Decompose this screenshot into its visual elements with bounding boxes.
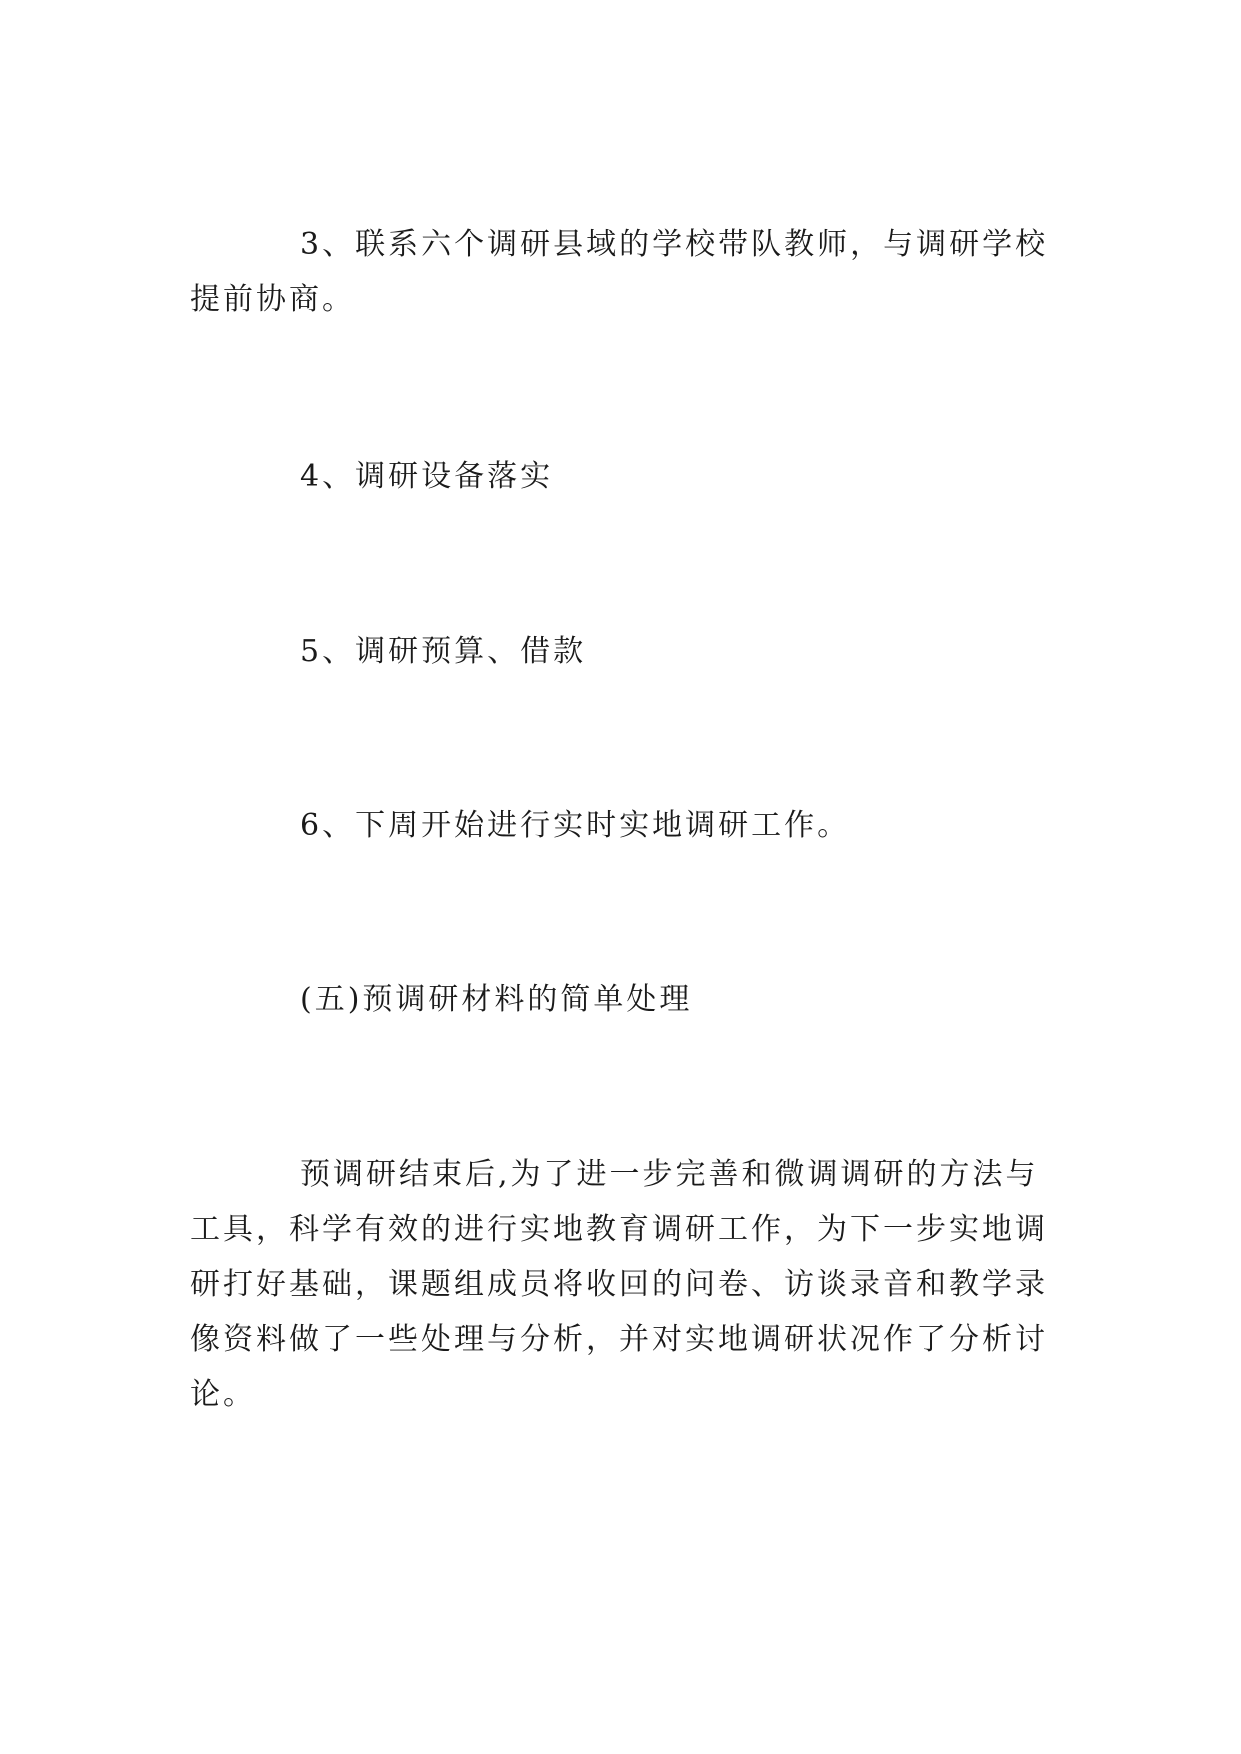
paragraph-item-6: 6、下周开始进行实时实地调研工作。 bbox=[300, 808, 851, 843]
body-paragraph: 预调研结束后,为了进一步完善和微调调研的方法与工具，科学有效的进行实地教育调研工作，为下一步实地调研打好基础，课题组成员将收回的问卷、访谈录音和教学录像资料做了一些处理与分析，并对实地调研状况作了分析讨论。 bbox=[190, 1157, 1048, 1412]
section-heading: (五)预调研材料的简单处理 bbox=[300, 982, 693, 1017]
paragraph-item-5: 5、调研预算、借款 bbox=[300, 634, 587, 669]
paragraph-item-4: 4、调研设备落实 bbox=[300, 459, 554, 494]
paragraph-item-3: 3、联系六个调研县域的学校带队教师，与调研学校提前协商。 bbox=[190, 227, 1049, 317]
